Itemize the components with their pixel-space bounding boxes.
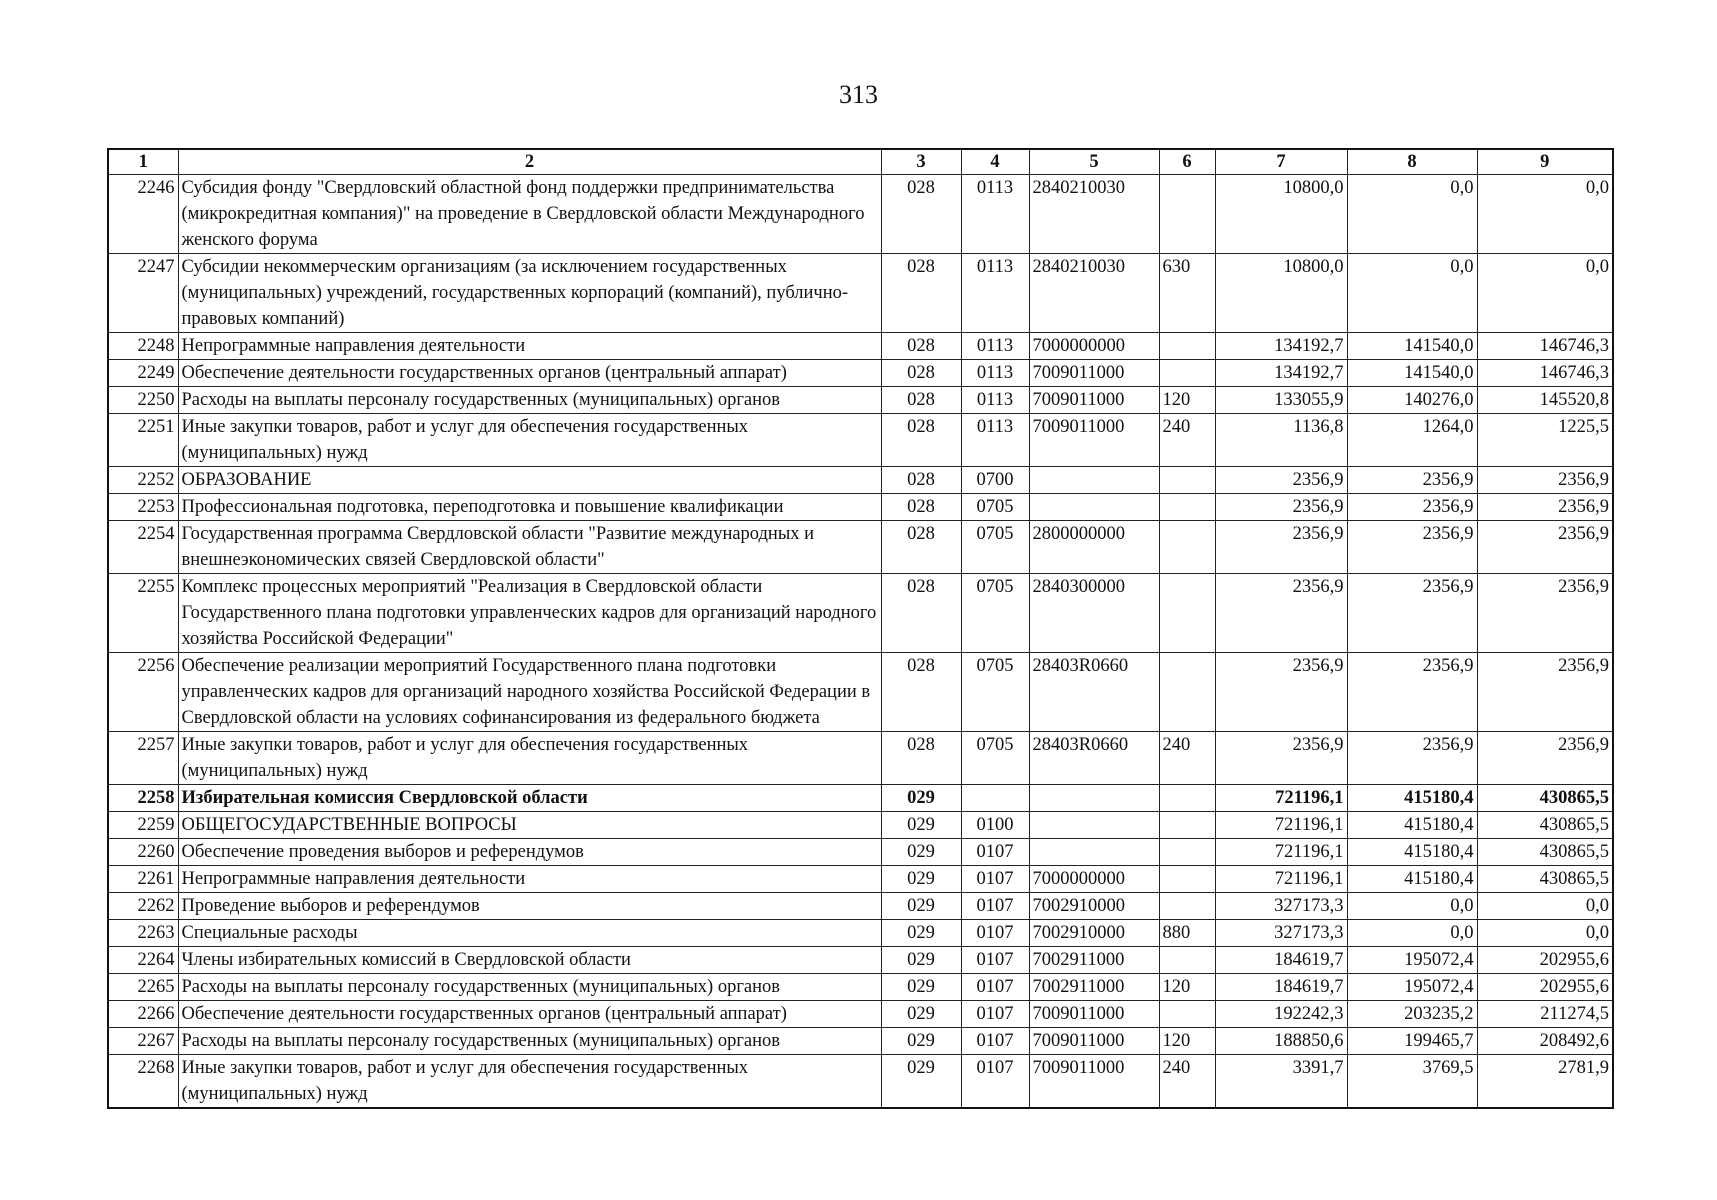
admin-code-cell: 029 <box>881 947 961 974</box>
target-code-cell: 7009011000 <box>1029 1055 1159 1109</box>
row-number-cell: 2268 <box>108 1055 178 1109</box>
expense-type-cell <box>1159 1001 1215 1028</box>
header-row <box>108 149 1613 175</box>
section-code-cell: 0100 <box>961 812 1029 839</box>
row-number-cell: 2253 <box>108 494 178 521</box>
target-code-cell: 2800000000 <box>1029 521 1159 574</box>
section-code-cell: 0107 <box>961 1001 1029 1028</box>
amount-cell-year2: 2356,9 <box>1347 494 1477 521</box>
target-code-cell <box>1029 467 1159 494</box>
item-name-cell: Иные закупки товаров, работ и услуг для обеспечения государственных (муниципальных) нужд <box>178 414 881 467</box>
target-code-cell: 7009011000 <box>1029 387 1159 414</box>
table-row <box>108 574 1613 653</box>
amount-cell-year3: 430865,5 <box>1477 812 1613 839</box>
column-header: 1 <box>108 149 178 175</box>
target-code-cell <box>1029 785 1159 812</box>
amount-cell-year3: 1225,5 <box>1477 414 1613 467</box>
item-name-cell: Расходы на выплаты персоналу государственных (муниципальных) органов <box>178 387 881 414</box>
admin-code-cell: 028 <box>881 414 961 467</box>
expense-type-cell <box>1159 574 1215 653</box>
row-number-cell: 2266 <box>108 1001 178 1028</box>
section-code-cell: 0113 <box>961 333 1029 360</box>
item-name-cell: Обеспечение деятельности государственных органов (центральный аппарат) <box>178 1001 881 1028</box>
amount-cell-year3: 202955,6 <box>1477 947 1613 974</box>
expense-type-cell: 630 <box>1159 254 1215 333</box>
target-code-cell: 7009011000 <box>1029 414 1159 467</box>
amount-cell-year3: 146746,3 <box>1477 360 1613 387</box>
expense-type-cell <box>1159 866 1215 893</box>
amount-cell-year3: 0,0 <box>1477 175 1613 254</box>
section-code-cell: 0107 <box>961 893 1029 920</box>
target-code-cell: 2840210030 <box>1029 175 1159 254</box>
amount-cell-year2: 415180,4 <box>1347 812 1477 839</box>
expense-type-cell: 120 <box>1159 1028 1215 1055</box>
item-name-cell: Комплекс процессных мероприятий "Реализация в Свердловской области Государственного плана подготовки управленческих кадров для организаций народного хозяйства Российской Федерации" <box>178 574 881 653</box>
amount-cell-year1: 2356,9 <box>1215 732 1347 785</box>
table-row <box>108 812 1613 839</box>
section-code-cell: 0700 <box>961 467 1029 494</box>
amount-cell-year1: 10800,0 <box>1215 175 1347 254</box>
section-code-cell: 0113 <box>961 387 1029 414</box>
table-row <box>108 947 1613 974</box>
column-header: 7 <box>1215 149 1347 175</box>
expense-type-cell: 240 <box>1159 414 1215 467</box>
section-code-cell: 0107 <box>961 839 1029 866</box>
item-name-cell: Субсидии некоммерческим организациям (за исключением государственных (муниципальных) учреждений, государственных корпораций (компаний), публично-правовых компаний) <box>178 254 881 333</box>
amount-cell-year1: 3391,7 <box>1215 1055 1347 1109</box>
column-header: 3 <box>881 149 961 175</box>
expense-type-cell <box>1159 785 1215 812</box>
amount-cell-year2: 0,0 <box>1347 175 1477 254</box>
expense-type-cell: 120 <box>1159 387 1215 414</box>
amount-cell-year2: 415180,4 <box>1347 866 1477 893</box>
target-code-cell: 7002911000 <box>1029 974 1159 1001</box>
amount-cell-year3: 2356,9 <box>1477 574 1613 653</box>
table-row <box>108 1001 1613 1028</box>
expense-type-cell <box>1159 947 1215 974</box>
amount-cell-year2: 195072,4 <box>1347 974 1477 1001</box>
amount-cell-year2: 0,0 <box>1347 920 1477 947</box>
item-name-cell: Непрограммные направления деятельности <box>178 866 881 893</box>
page-number: 313 <box>839 80 878 109</box>
section-code-cell: 0107 <box>961 920 1029 947</box>
amount-cell-year1: 134192,7 <box>1215 333 1347 360</box>
section-code-cell: 0705 <box>961 653 1029 732</box>
section-code-cell: 0107 <box>961 947 1029 974</box>
amount-cell-year2: 3769,5 <box>1347 1055 1477 1109</box>
admin-code-cell: 029 <box>881 1028 961 1055</box>
row-number-cell: 2249 <box>108 360 178 387</box>
amount-cell-year3: 2356,9 <box>1477 732 1613 785</box>
target-code-cell: 7000000000 <box>1029 866 1159 893</box>
admin-code-cell: 028 <box>881 360 961 387</box>
section-code-cell: 0705 <box>961 732 1029 785</box>
target-code-cell: 7009011000 <box>1029 360 1159 387</box>
amount-cell-year2: 141540,0 <box>1347 333 1477 360</box>
admin-code-cell: 028 <box>881 175 961 254</box>
admin-code-cell: 028 <box>881 333 961 360</box>
budget-table <box>107 148 1614 1109</box>
target-code-cell: 2840210030 <box>1029 254 1159 333</box>
amount-cell-year1: 2356,9 <box>1215 521 1347 574</box>
target-code-cell: 28403R0660 <box>1029 653 1159 732</box>
target-code-cell: 7009011000 <box>1029 1028 1159 1055</box>
section-code-cell: 0113 <box>961 175 1029 254</box>
section-code-cell: 0113 <box>961 360 1029 387</box>
row-number-cell: 2257 <box>108 732 178 785</box>
table-row <box>108 467 1613 494</box>
table-row <box>108 785 1613 812</box>
amount-cell-year2: 199465,7 <box>1347 1028 1477 1055</box>
admin-code-cell: 028 <box>881 521 961 574</box>
amount-cell-year1: 133055,9 <box>1215 387 1347 414</box>
target-code-cell: 28403R0660 <box>1029 732 1159 785</box>
target-code-cell: 7002910000 <box>1029 893 1159 920</box>
section-code-cell <box>961 785 1029 812</box>
amount-cell-year2: 1264,0 <box>1347 414 1477 467</box>
column-header: 9 <box>1477 149 1613 175</box>
item-name-cell: Члены избирательных комиссий в Свердловской области <box>178 947 881 974</box>
row-number-cell: 2254 <box>108 521 178 574</box>
row-number-cell: 2259 <box>108 812 178 839</box>
amount-cell-year2: 0,0 <box>1347 254 1477 333</box>
expense-type-cell <box>1159 494 1215 521</box>
table-row <box>108 866 1613 893</box>
amount-cell-year3: 2781,9 <box>1477 1055 1613 1109</box>
amount-cell-year3: 0,0 <box>1477 254 1613 333</box>
table-row <box>108 494 1613 521</box>
expense-type-cell <box>1159 653 1215 732</box>
amount-cell-year1: 327173,3 <box>1215 920 1347 947</box>
table-row <box>108 920 1613 947</box>
amount-cell-year3: 2356,9 <box>1477 467 1613 494</box>
table-row <box>108 175 1613 254</box>
row-number-cell: 2255 <box>108 574 178 653</box>
table-row <box>108 1028 1613 1055</box>
admin-code-cell: 029 <box>881 1001 961 1028</box>
amount-cell-year3: 146746,3 <box>1477 333 1613 360</box>
admin-code-cell: 029 <box>881 893 961 920</box>
amount-cell-year1: 327173,3 <box>1215 893 1347 920</box>
admin-code-cell: 028 <box>881 387 961 414</box>
amount-cell-year1: 134192,7 <box>1215 360 1347 387</box>
row-number-cell: 2261 <box>108 866 178 893</box>
item-name-cell: Обеспечение деятельности государственных органов (центральный аппарат) <box>178 360 881 387</box>
expense-type-cell: 880 <box>1159 920 1215 947</box>
item-name-cell: Иные закупки товаров, работ и услуг для обеспечения государственных (муниципальных) нужд <box>178 1055 881 1109</box>
amount-cell-year2: 203235,2 <box>1347 1001 1477 1028</box>
table-row <box>108 254 1613 333</box>
target-code-cell: 2840300000 <box>1029 574 1159 653</box>
target-code-cell: 7002911000 <box>1029 947 1159 974</box>
amount-cell-year1: 1136,8 <box>1215 414 1347 467</box>
amount-cell-year1: 2356,9 <box>1215 467 1347 494</box>
row-number-cell: 2258 <box>108 785 178 812</box>
amount-cell-year2: 140276,0 <box>1347 387 1477 414</box>
section-code-cell: 0107 <box>961 866 1029 893</box>
column-header: 6 <box>1159 149 1215 175</box>
table-row <box>108 333 1613 360</box>
section-code-cell: 0107 <box>961 1055 1029 1109</box>
amount-cell-year3: 211274,5 <box>1477 1001 1613 1028</box>
row-number-cell: 2246 <box>108 175 178 254</box>
item-name-cell: ОБРАЗОВАНИЕ <box>178 467 881 494</box>
amount-cell-year2: 415180,4 <box>1347 785 1477 812</box>
section-code-cell: 0113 <box>961 254 1029 333</box>
expense-type-cell: 120 <box>1159 974 1215 1001</box>
expense-type-cell <box>1159 521 1215 574</box>
table-row <box>108 893 1613 920</box>
admin-code-cell: 029 <box>881 866 961 893</box>
amount-cell-year2: 0,0 <box>1347 893 1477 920</box>
table-row <box>108 387 1613 414</box>
target-code-cell <box>1029 839 1159 866</box>
section-code-cell: 0705 <box>961 521 1029 574</box>
table-row <box>108 360 1613 387</box>
table-row <box>108 414 1613 467</box>
target-code-cell: 7009011000 <box>1029 1001 1159 1028</box>
amount-cell-year2: 415180,4 <box>1347 839 1477 866</box>
amount-cell-year3: 2356,9 <box>1477 653 1613 732</box>
row-number-cell: 2262 <box>108 893 178 920</box>
table-row <box>108 839 1613 866</box>
admin-code-cell: 028 <box>881 732 961 785</box>
admin-code-cell: 029 <box>881 839 961 866</box>
column-header: 2 <box>178 149 881 175</box>
item-name-cell: Избирательная комиссия Свердловской области <box>178 785 881 812</box>
amount-cell-year3: 430865,5 <box>1477 785 1613 812</box>
admin-code-cell: 029 <box>881 785 961 812</box>
amount-cell-year3: 430865,5 <box>1477 866 1613 893</box>
amount-cell-year1: 2356,9 <box>1215 574 1347 653</box>
amount-cell-year3: 202955,6 <box>1477 974 1613 1001</box>
amount-cell-year1: 721196,1 <box>1215 866 1347 893</box>
admin-code-cell: 028 <box>881 574 961 653</box>
item-name-cell: Субсидия фонду "Свердловский областной фонд поддержки предпринимательства (микрокредитная компания)" на проведение в Свердловской области Международного женского форума <box>178 175 881 254</box>
row-number-cell: 2251 <box>108 414 178 467</box>
item-name-cell: Специальные расходы <box>178 920 881 947</box>
row-number-cell: 2263 <box>108 920 178 947</box>
target-code-cell <box>1029 812 1159 839</box>
table-row <box>108 1055 1613 1109</box>
row-number-cell: 2252 <box>108 467 178 494</box>
section-code-cell: 0107 <box>961 1028 1029 1055</box>
section-code-cell: 0705 <box>961 494 1029 521</box>
column-header: 8 <box>1347 149 1477 175</box>
expense-type-cell: 240 <box>1159 1055 1215 1109</box>
expense-type-cell <box>1159 360 1215 387</box>
admin-code-cell: 029 <box>881 812 961 839</box>
table-row <box>108 732 1613 785</box>
table-row <box>108 653 1613 732</box>
expense-type-cell <box>1159 333 1215 360</box>
admin-code-cell: 028 <box>881 254 961 333</box>
expense-type-cell <box>1159 467 1215 494</box>
admin-code-cell: 029 <box>881 920 961 947</box>
item-name-cell: Проведение выборов и референдумов <box>178 893 881 920</box>
column-header: 5 <box>1029 149 1159 175</box>
amount-cell-year2: 141540,0 <box>1347 360 1477 387</box>
item-name-cell: Обеспечение проведения выборов и референдумов <box>178 839 881 866</box>
amount-cell-year1: 188850,6 <box>1215 1028 1347 1055</box>
row-number-cell: 2265 <box>108 974 178 1001</box>
target-code-cell: 7002910000 <box>1029 920 1159 947</box>
section-code-cell: 0113 <box>961 414 1029 467</box>
amount-cell-year1: 192242,3 <box>1215 1001 1347 1028</box>
column-header: 4 <box>961 149 1029 175</box>
expense-type-cell <box>1159 839 1215 866</box>
item-name-cell: Профессиональная подготовка, переподготовка и повышение квалификации <box>178 494 881 521</box>
amount-cell-year1: 721196,1 <box>1215 812 1347 839</box>
amount-cell-year2: 195072,4 <box>1347 947 1477 974</box>
amount-cell-year1: 184619,7 <box>1215 974 1347 1001</box>
amount-cell-year3: 0,0 <box>1477 893 1613 920</box>
admin-code-cell: 028 <box>881 467 961 494</box>
amount-cell-year3: 430865,5 <box>1477 839 1613 866</box>
expense-type-cell: 240 <box>1159 732 1215 785</box>
row-number-cell: 2256 <box>108 653 178 732</box>
item-name-cell: Обеспечение реализации мероприятий Государственного плана подготовки управленческих кадров для организаций народного хозяйства Российской Федерации в Свердловской области на условиях софинансирования из федерального бюджета <box>178 653 881 732</box>
expense-type-cell <box>1159 893 1215 920</box>
item-name-cell: Расходы на выплаты персоналу государственных (муниципальных) органов <box>178 1028 881 1055</box>
amount-cell-year1: 2356,9 <box>1215 653 1347 732</box>
amount-cell-year3: 208492,6 <box>1477 1028 1613 1055</box>
admin-code-cell: 028 <box>881 494 961 521</box>
target-code-cell: 7000000000 <box>1029 333 1159 360</box>
table-row <box>108 974 1613 1001</box>
amount-cell-year3: 145520,8 <box>1477 387 1613 414</box>
item-name-cell: Иные закупки товаров, работ и услуг для обеспечения государственных (муниципальных) нужд <box>178 732 881 785</box>
amount-cell-year3: 0,0 <box>1477 920 1613 947</box>
item-name-cell: Непрограммные направления деятельности <box>178 333 881 360</box>
row-number-cell: 2267 <box>108 1028 178 1055</box>
row-number-cell: 2247 <box>108 254 178 333</box>
amount-cell-year3: 2356,9 <box>1477 521 1613 574</box>
amount-cell-year2: 2356,9 <box>1347 732 1477 785</box>
row-number-cell: 2264 <box>108 947 178 974</box>
item-name-cell: Расходы на выплаты персоналу государственных (муниципальных) органов <box>178 974 881 1001</box>
amount-cell-year1: 10800,0 <box>1215 254 1347 333</box>
expense-type-cell <box>1159 175 1215 254</box>
row-number-cell: 2250 <box>108 387 178 414</box>
target-code-cell <box>1029 494 1159 521</box>
row-number-cell: 2248 <box>108 333 178 360</box>
table-row <box>108 521 1613 574</box>
section-code-cell: 0107 <box>961 974 1029 1001</box>
item-name-cell: ОБЩЕГОСУДАРСТВЕННЫЕ ВОПРОСЫ <box>178 812 881 839</box>
amount-cell-year2: 2356,9 <box>1347 574 1477 653</box>
admin-code-cell: 029 <box>881 1055 961 1109</box>
admin-code-cell: 028 <box>881 653 961 732</box>
amount-cell-year2: 2356,9 <box>1347 521 1477 574</box>
amount-cell-year1: 184619,7 <box>1215 947 1347 974</box>
expense-type-cell <box>1159 812 1215 839</box>
item-name-cell: Государственная программа Свердловской области "Развитие международных и внешнеэкономических связей Свердловской области" <box>178 521 881 574</box>
admin-code-cell: 029 <box>881 974 961 1001</box>
amount-cell-year2: 2356,9 <box>1347 653 1477 732</box>
amount-cell-year3: 2356,9 <box>1477 494 1613 521</box>
amount-cell-year1: 2356,9 <box>1215 494 1347 521</box>
amount-cell-year2: 2356,9 <box>1347 467 1477 494</box>
amount-cell-year1: 721196,1 <box>1215 839 1347 866</box>
section-code-cell: 0705 <box>961 574 1029 653</box>
row-number-cell: 2260 <box>108 839 178 866</box>
amount-cell-year1: 721196,1 <box>1215 785 1347 812</box>
